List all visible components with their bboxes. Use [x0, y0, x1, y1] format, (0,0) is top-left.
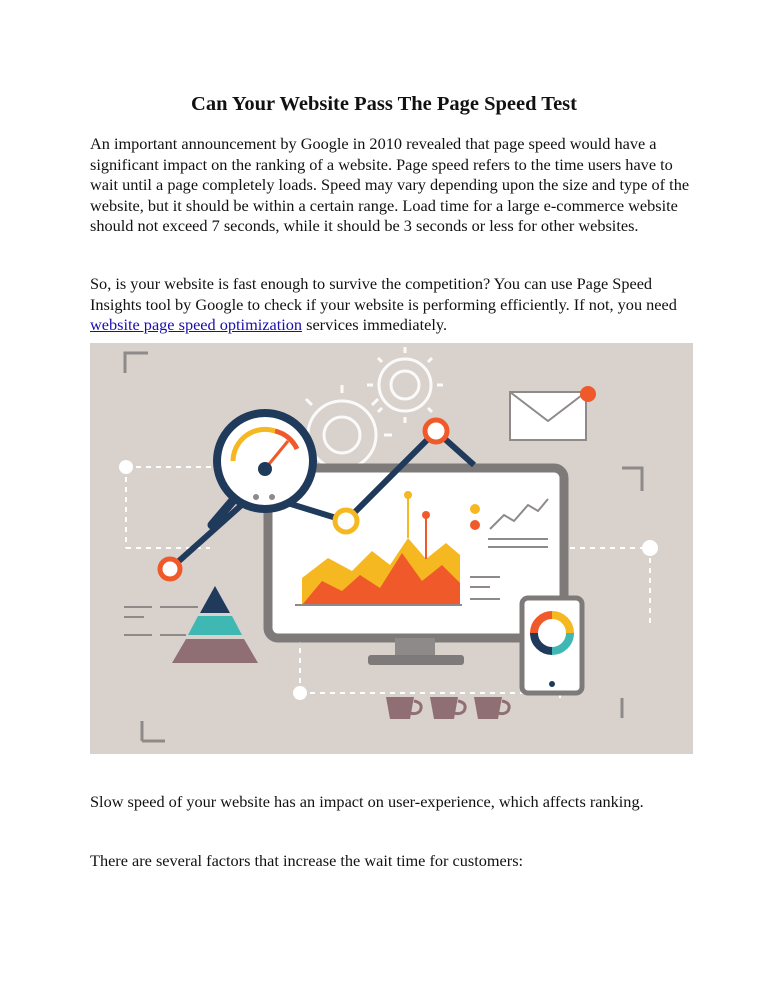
- pyramid-icon: [172, 586, 258, 663]
- insights-paragraph: [90, 274, 690, 336]
- optimization-link[interactable]: website page speed optimization: [90, 315, 303, 335]
- node-dot: [293, 686, 307, 700]
- envelope-icon: [510, 386, 596, 440]
- node-dot: [119, 460, 133, 474]
- insights-text-end: services immediately.: [302, 315, 448, 335]
- tablet-icon: [522, 598, 582, 693]
- coffee-cup-icon: [386, 697, 509, 719]
- page-speed-illustration: [90, 343, 693, 754]
- ux-paragraph: Slow speed of your website has an impact on user-experience, which affects ranking.: [90, 792, 644, 811]
- side-lines: [124, 607, 198, 635]
- factors-paragraph: There are several factors that increase the wait time for customers:: [90, 851, 524, 870]
- intro-paragraph: An important announcement by Google in 2010 revealed that page speed would have a significant impact on the ranking of a website. Page speed refers to the time users have to wait until a page completely loads. Speed may vary depending upon the size and type of the website, but it should be within a certain range. Load time for a large e-commerce website should not exceed 7 seconds, while it should be 3 seconds or less for other websites.: [90, 134, 690, 236]
- page-title: Can Your Website Pass The Page Speed Test: [191, 93, 577, 115]
- insights-text-start: So, is your website is fast enough to survive the competition? You can use Page Speed Insights tool by Google to check if your website is performing efficiently. If not, you need: [90, 274, 677, 314]
- node-dot: [642, 540, 658, 556]
